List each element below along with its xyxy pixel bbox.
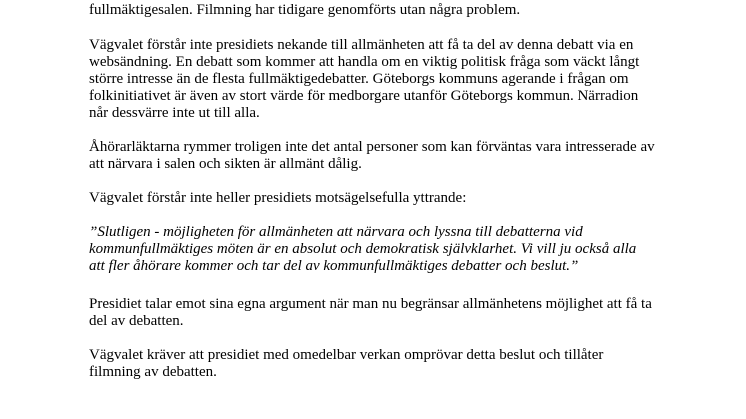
paragraph-websandning — [89, 37, 689, 122]
text-line: folkinitiativet är även av stort värde för medborgare utanför Göteborgs kommun. Närradion — [89, 88, 639, 104]
text-line: fullmäktigesalen. Filmning har tidigare genomförts utan några problem. — [89, 2, 521, 18]
text-line: Vägvalet förstår inte presidiets nekande till allmänheten att få ta del av denna debatt via en — [89, 37, 634, 53]
text-line: ”Slutligen - möjligheten för allmänheten att närvara och lyssna till debatterna vid — [89, 224, 583, 240]
text-line: Presidiet talar emot sina egna argument när man nu begränsar allmänhetens möjlighet att få ta — [89, 296, 652, 312]
text-line: Vägvalet förstår inte heller presidiets motsägelsefulla yttrande: — [89, 190, 467, 206]
paragraph-ahorarlaktarna — [89, 139, 689, 173]
text-line: Vägvalet kräver att presidiet med omedelbar verkan omprövar detta beslut och tillåter — [89, 347, 604, 363]
text-line: att närvara i salen och sikten är allmänt dålig. — [89, 156, 362, 172]
text-line: att fler åhörare kommer och tar del av kommunfullmäktiges debatter och beslut.” — [89, 258, 579, 274]
paragraph-presidiet — [89, 296, 689, 330]
text-line: filmning av debatten. — [89, 364, 217, 380]
text-line: Åhörarläktarna rymmer troligen inte det antal personer som kan förväntas vara intresserade av — [89, 139, 655, 155]
text-line: websändning. En debatt som kommer att handla om en viktig politisk fråga som väckt långt — [89, 54, 640, 70]
text-line: större intresse än de flesta fullmäktigedebatter. Göteborgs kommuns agerande i frågan om — [89, 71, 629, 87]
text-line: del av debatten. — [89, 313, 184, 329]
paragraph-quote — [89, 224, 689, 275]
paragraph-motsagelsefulla — [89, 190, 689, 207]
text-line: når dessvärre inte ut till alla. — [89, 105, 260, 121]
text-line: kommunfullmäktiges möten är en absolut och demokratisk självklarhet. Vi vill ju också alla — [89, 241, 637, 257]
paragraph-kraver — [89, 347, 689, 381]
paragraph-intro-tail — [89, 2, 689, 19]
